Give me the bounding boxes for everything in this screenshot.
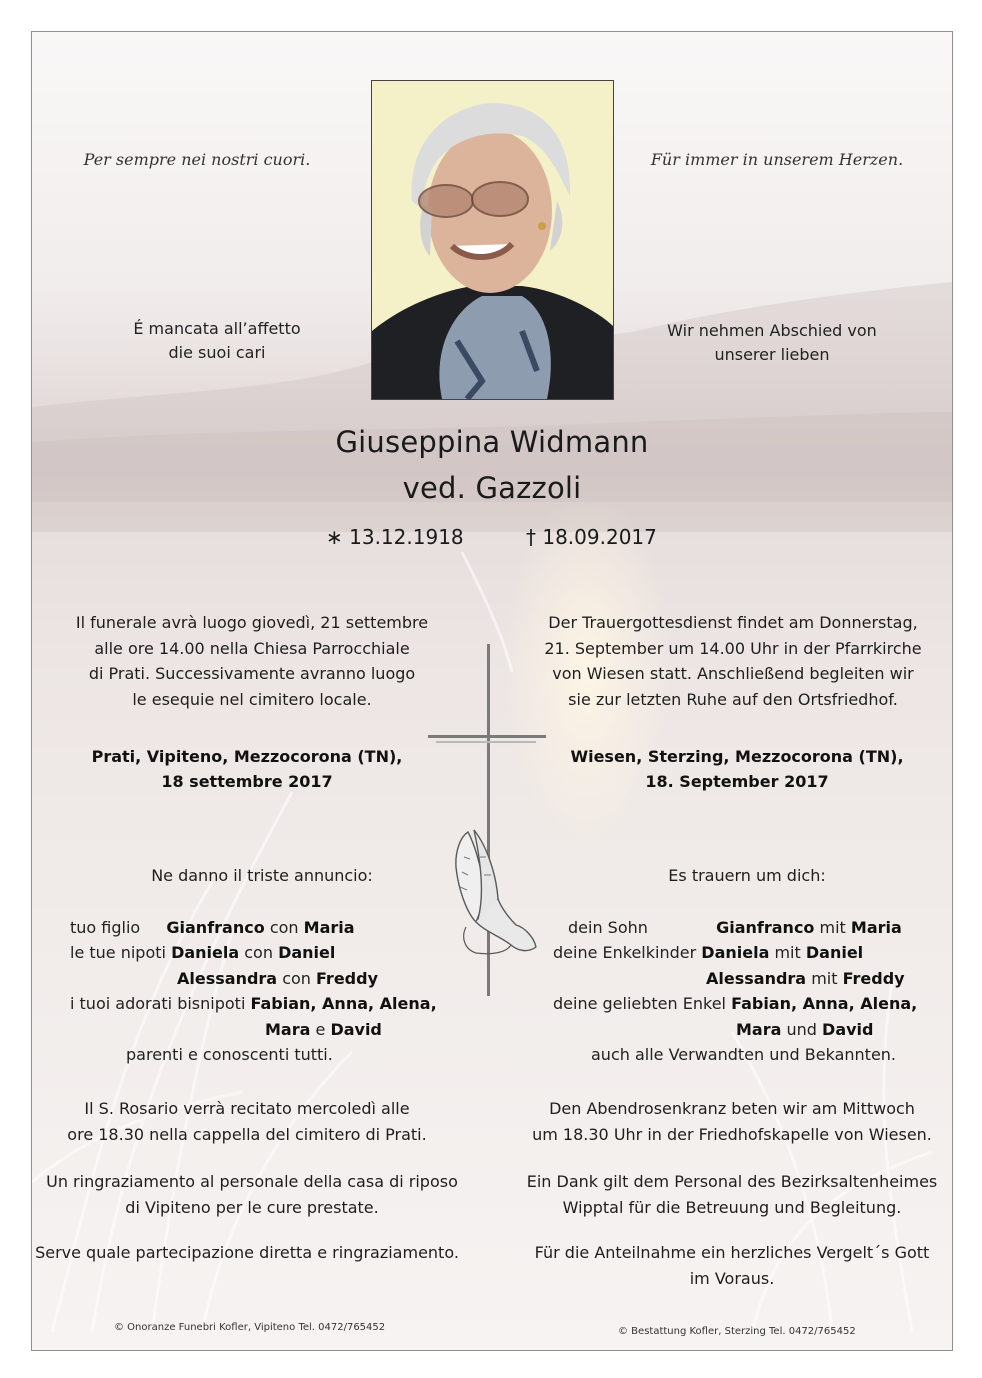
mourner-row: [706, 966, 905, 992]
conjunction: mit: [774, 943, 801, 962]
mourner-name: David: [822, 1020, 874, 1039]
death-date-line: [526, 525, 686, 549]
deceased-name: Giuseppina Widmann: [335, 425, 649, 459]
mourner-name: David: [330, 1020, 382, 1039]
mourner-row: parenti e conoscenti tutti.: [126, 1045, 333, 1064]
place-de-line1: Wiesen, Sterzing, Mezzocorona (TN),: [570, 747, 904, 766]
funeral-it-line: di Prati. Successivamente avranno luogo: [88, 664, 416, 683]
mourner-name: Daniela: [171, 943, 240, 962]
rosary-german: [512, 1096, 952, 1147]
mourner-row: [568, 915, 902, 941]
thanks-de-line1: Ein Dank gilt dem Personal des Bezirksaltenheimes: [526, 1172, 938, 1191]
footer-german: © Bestattung Kofler, Sterzing Tel. 0472/765452: [618, 1326, 856, 1337]
intro-it-line1: É mancata all’affetto: [133, 319, 301, 338]
thanks-it-line2: di Vipiteno per le cure prestate.: [125, 1197, 379, 1217]
relation-label: i tuoi adorati bisnipoti: [70, 994, 246, 1013]
mourner-name: Gianfranco: [716, 918, 815, 937]
closing-italian: Serve quale partecipazione diretta e ringraziamento.: [35, 1243, 459, 1262]
rosary-de-line2: um 18.30 Uhr in der Friedhofskapelle von Wiesen.: [532, 1124, 932, 1144]
thanks-de-line2: Wipptal für die Betreuung und Begleitung.: [562, 1197, 902, 1217]
mourner-name: Maria: [850, 918, 902, 937]
funeral-de-line: Der Trauergottesdienst findet am Donnerstag,: [548, 613, 918, 632]
relation-label: deine Enkelkinder: [553, 943, 697, 962]
mourner-name: Freddy: [316, 969, 378, 988]
funeral-it-line: Il funerale avrà luogo giovedì, 21 settembre: [75, 613, 429, 632]
mourner-name: Gianfranco: [166, 918, 265, 937]
closing-de-line2: im Voraus.: [689, 1268, 775, 1288]
place-it-line1: Prati, Vipiteno, Mezzocorona (TN),: [91, 747, 403, 766]
mourner-row: [70, 940, 335, 966]
relation-label: deine geliebten Enkel: [553, 994, 726, 1013]
rosary-italian: [32, 1096, 462, 1147]
mourner-row: [177, 966, 378, 992]
thanks-it-line1: Un ringraziamento al personale della casa di riposo: [46, 1172, 458, 1191]
intro-german: [642, 319, 902, 367]
maiden-name-line: [292, 471, 692, 505]
rosary-de-line1: Den Abendrosenkranz beten wir am Mittwoch: [549, 1099, 915, 1118]
birth-star-icon: ∗: [326, 525, 343, 549]
death-date: 18.09.2017: [542, 525, 657, 549]
mourner-row: [736, 1017, 873, 1043]
intro-it-line2: die suoi cari: [168, 343, 266, 362]
mourner-row: [70, 915, 355, 941]
birth-date: 13.12.1918: [349, 525, 464, 549]
funeral-de-line: sie zur letzten Ruhe auf den Ortsfriedhof.: [568, 689, 898, 709]
mourner-row: [265, 1017, 382, 1043]
mourner-row: auch alle Verwandten und Bekannten.: [591, 1045, 897, 1064]
intro-de-line1: Wir nehmen Abschied von: [667, 321, 877, 340]
funeral-details-german: [524, 610, 942, 712]
conjunction: e: [315, 1020, 326, 1039]
mourner-name: Fabian, Anna, Alena,: [250, 994, 437, 1013]
closing-de-line1: Für die Anteilnahme ein herzliches Vergelt´s Gott: [534, 1243, 930, 1262]
funeral-it-line: alle ore 14.00 nella Chiesa Parrocchiale: [94, 638, 410, 658]
funeral-details-italian: [42, 610, 462, 712]
praying-hands-icon: [446, 827, 542, 957]
mourner-name: Freddy: [842, 969, 905, 988]
mourner-row: [70, 991, 437, 1017]
mourner-name: Mara: [265, 1020, 311, 1039]
conjunction: con: [282, 969, 311, 988]
mourner-name: Mara: [736, 1020, 782, 1039]
mourner-name: Alessandra: [706, 969, 807, 988]
mourner-name: Daniel: [805, 943, 864, 962]
thanks-german: [512, 1169, 952, 1220]
mourner-name: Alessandra: [177, 969, 278, 988]
mourner-row: [553, 940, 863, 966]
funeral-de-line: von Wiesen statt. Anschließend begleiten wir: [552, 664, 914, 683]
intro-italian: [92, 317, 342, 365]
funeral-de-line: 21. September um 14.00 Uhr in der Pfarrkirche: [544, 638, 922, 658]
place-date-italian: [52, 744, 442, 794]
place-de-line2: 18. September 2017: [645, 772, 829, 791]
death-cross-icon: †: [526, 525, 536, 549]
ved-prefix: ved.: [402, 471, 467, 505]
thanks-italian: [32, 1169, 472, 1220]
mourner-row: [553, 991, 917, 1017]
intro-de-line2: unserer lieben: [714, 345, 830, 364]
mourner-name: Fabian, Anna, Alena,: [731, 994, 918, 1013]
motto-german: Für immer in unserem Herzen.: [650, 150, 904, 169]
announcement-italian: Ne danno il triste annuncio:: [151, 866, 373, 885]
conjunction: mit: [811, 969, 838, 988]
motto-italian: Per sempre nei nostri cuori.: [83, 150, 311, 169]
rosary-it-line1: Il S. Rosario verrà recitato mercoledì alle: [84, 1099, 410, 1118]
relation-label: le tue nipoti: [70, 943, 166, 962]
place-it-line2: 18 settembre 2017: [161, 772, 333, 791]
relation-label: tuo figlio: [70, 918, 141, 937]
conjunction: mit: [819, 918, 846, 937]
mourner-name: Daniel: [278, 943, 336, 962]
conjunction: con: [244, 943, 273, 962]
maiden-name: Gazzoli: [475, 471, 582, 505]
funeral-it-line: le esequie nel cimitero locale.: [132, 689, 372, 709]
place-date-german: [532, 744, 942, 794]
mourner-name: Maria: [303, 918, 355, 937]
birth-date-line: [326, 525, 486, 549]
footer-italian: © Onoranze Funebri Kofler, Vipiteno Tel. 0472/765452: [114, 1322, 386, 1333]
relation-label: dein Sohn: [568, 918, 648, 937]
announcement-german: Es trauern um dich:: [668, 866, 826, 885]
obituary-card: [31, 31, 953, 1351]
rosary-it-line2: ore 18.30 nella cappella del cimitero di Prati.: [67, 1124, 427, 1144]
conjunction: con: [269, 918, 299, 937]
conjunction: und: [786, 1020, 817, 1039]
mourner-name: Daniela: [701, 943, 770, 962]
portrait-photo: [371, 80, 614, 400]
closing-german: [512, 1240, 952, 1291]
